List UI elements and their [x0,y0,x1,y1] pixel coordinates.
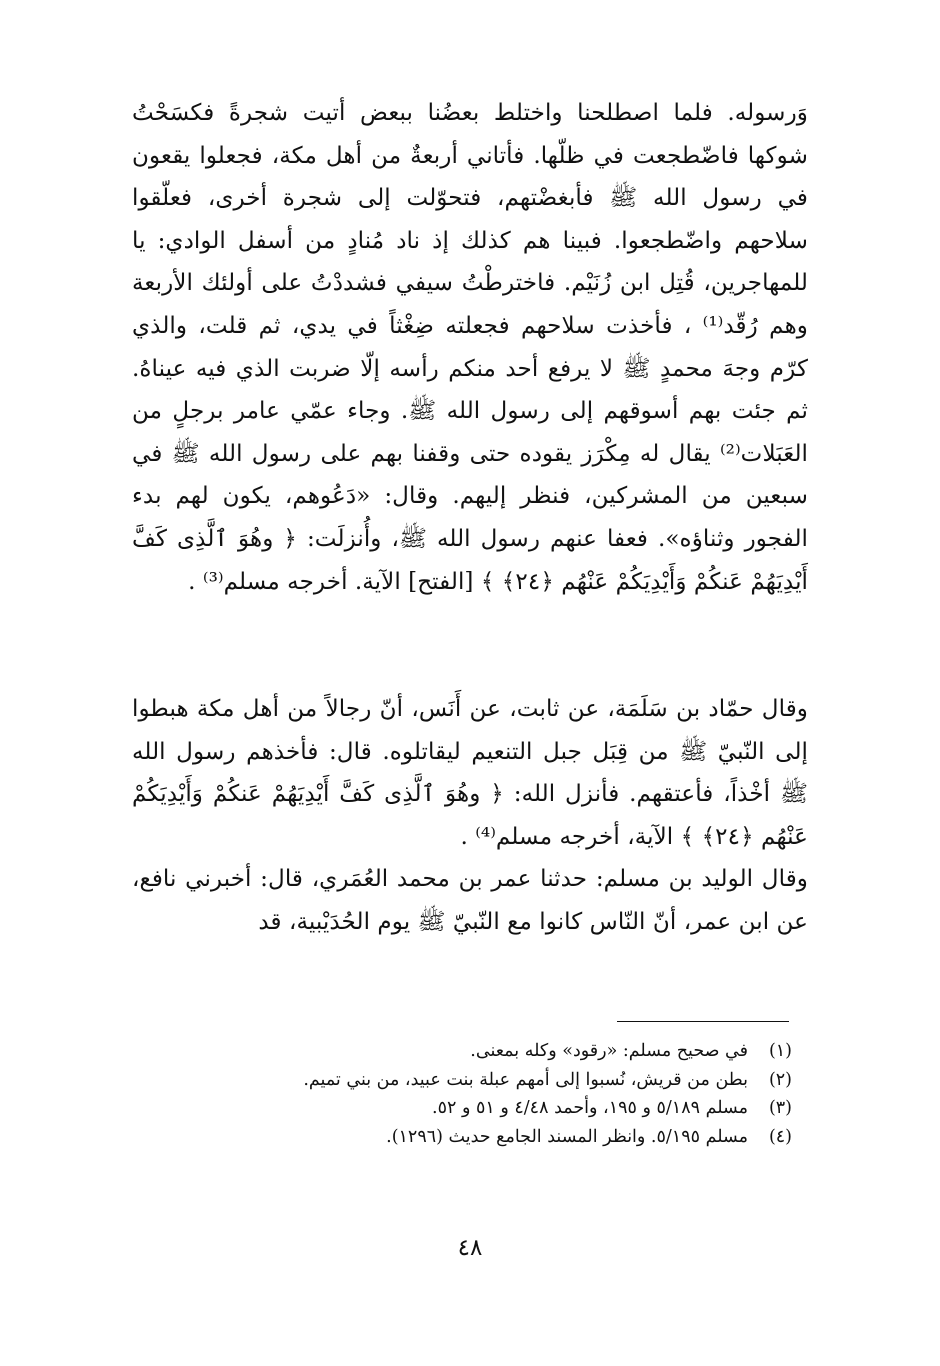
main-text-body [132,92,808,944]
footnote-number: (١) [768,1041,792,1061]
footnote-text: بطن من قريش، نُسبوا إلى أمهم عبلة بنت عبيد، من بني تميم. [303,1069,748,1090]
paragraph-1: وَرسوله. فلما اصطلحنا واختلط بعضُنا ببعض أتيت شجرةً فكسَحْتُ شوكها فاضّطجعت في ظلّها. فأتاني أربعةٌ من أهل مكة، فجعلوا يقعون في رسول الله ﷺ فأبغضْتهم، فتحوّلت إلى شجرة أخرى، فعلّقوا سلاحهم واضّطجعوا. فبينا هم كذلك إذ ناد مُنادٍ من أسفل الوادي: يا للمهاجرين، قُتِل ابن زُنَيْم. فاخترطْتُ سيفي فشددْتُ على أولئك الأربعة وهم رُقّد⁽¹⁾ ، فأخذت سلاحهم فجعلته ضِغْثاً في يدي، ثم قلت، والذي كرّم وجهَ محمدٍ ﷺ لا يرفع أحد منكم رأسه إلّا ضربت الذي فيه عيناهُ. ثم جئت بهم أسوقهم إلى رسول الله ﷺ. وجاء عمّي عامر برجلٍ من العَبَلات⁽²⁾ يقال له مِكْرَز يقوده حتى وقفنا بهم على رسول الله ﷺ في سبعين من المشركين، فنظر إليهم. وقال: «دَعُوهم، يكون لهم بدء الفجور وثناؤه». فعفا عنهم رسول الله ﷺ، وأُنزلَت: ﴿ وهُوَ ٱلَّذِى كَفَّ أَيْدِيَهُمْ عَنكُمْ وَأَيْدِيَكُمْ عَنْهُم ﴿٢٤﴾ ﴾ [الفتح] الآية. أخرجه مسلم⁽³⁾ . [132,99,808,595]
footnote-text: مسلم ٥/١٩٥. وانظر المسند الجامع حديث (١٢٩٦). [386,1126,748,1147]
paragraph-3: وقال الوليد بن مسلم: حدثنا عمر بن محمد العُمَري، قال: أخبرني نافع، عن ابن عمر، أنّ النّاس كانوا مع النّبيّ ﷺ يوم الحُدَيْبية، قد [132,865,808,935]
paragraph-2: وقال حمّاد بن سَلَمَة، عن ثابت، عن أَنَس، أنّ رجالاً من أهل مكة هبطوا إلى النّبيّ ﷺ من قِبَل جبل التنعيم ليقاتلوه. قال: فأخذهم رسول الله ﷺ أخْذاً، فأعتقهم. فأنزل الله: ﴿ وهُوَ ٱلَّذِى كَفَّ أَيْدِيَهُمْ عَنكُمْ وَأَيْدِيَكُمْ عَنْهُم ﴿٢٤﴾ ﴾ الآية، أخرجه مسلم⁽⁴⁾ . [132,695,808,850]
footnote-number: (٣) [768,1098,792,1118]
page-number: ٤٨ [457,1235,483,1261]
footnote-item [296,1094,792,1123]
footnote-separator [617,1021,789,1022]
footnotes [296,1037,792,1151]
footnote-number: (٤) [768,1126,792,1147]
footnote-text: مسلم ٥/١٨٩ و ١٩٥، وأحمد ٤/٤٨ و ٥١ و ٥٢. [432,1098,748,1118]
footnote-number: (٢) [768,1069,792,1090]
footnote-item [296,1066,792,1095]
footnote-item [296,1123,792,1152]
footnote-text: في صحيح مسلم: «رقود» وكله بمعنى. [470,1041,748,1061]
footnote-item [296,1037,792,1066]
